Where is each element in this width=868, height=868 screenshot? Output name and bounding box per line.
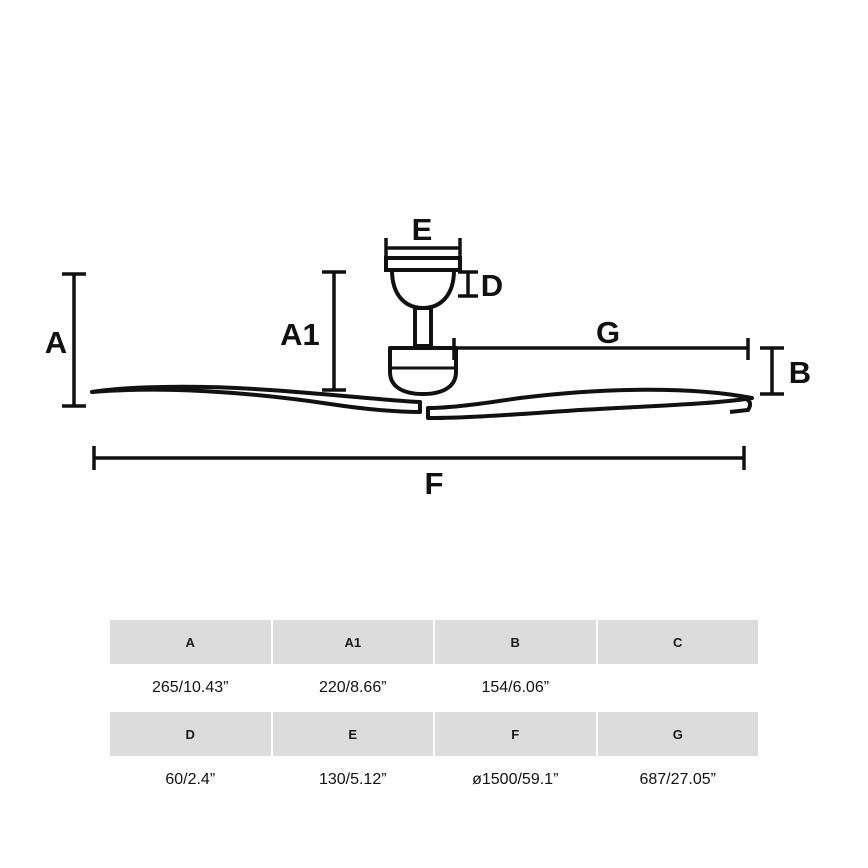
table-header-b: B bbox=[434, 619, 597, 665]
table-row bbox=[109, 757, 759, 803]
table-header-a1: A1 bbox=[272, 619, 435, 665]
table-header-f: F bbox=[434, 711, 597, 757]
fan-blade-left bbox=[92, 387, 420, 412]
table-value-a: 265/10.43” bbox=[109, 665, 272, 711]
table-row bbox=[109, 665, 759, 711]
table-value-g: 687/27.05” bbox=[597, 757, 760, 803]
dimension-label-G: G bbox=[595, 315, 621, 350]
dimension-label-F: F bbox=[424, 466, 444, 501]
downrod bbox=[415, 308, 431, 346]
dimension-label-E: E bbox=[411, 212, 433, 247]
table-value-b: 154/6.06” bbox=[434, 665, 597, 711]
table-row bbox=[109, 711, 759, 757]
specification-table bbox=[108, 618, 760, 804]
table-value-f: ø1500/59.1” bbox=[434, 757, 597, 803]
fan-illustration bbox=[92, 258, 752, 418]
fan-blade-right bbox=[428, 390, 752, 418]
table-row bbox=[109, 619, 759, 665]
table-value-a1: 220/8.66” bbox=[272, 665, 435, 711]
table-header-e: E bbox=[272, 711, 435, 757]
motor-housing bbox=[390, 348, 456, 394]
table-header-a: A bbox=[109, 619, 272, 665]
dimension-label-B: B bbox=[788, 355, 812, 390]
canopy-plate bbox=[386, 258, 460, 308]
table-value-e: 130/5.12” bbox=[272, 757, 435, 803]
dimension-label-A: A bbox=[44, 325, 68, 360]
dimension-A1 bbox=[322, 272, 346, 390]
dimension-B bbox=[760, 348, 784, 394]
dimension-label-D: D bbox=[480, 268, 504, 303]
table-header-c: C bbox=[597, 619, 760, 665]
table-value-c bbox=[597, 665, 760, 711]
dimension-F bbox=[94, 446, 744, 470]
table-header-d: D bbox=[109, 711, 272, 757]
dimension-D bbox=[458, 272, 478, 296]
table-header-g: G bbox=[597, 711, 760, 757]
table-value-d: 60/2.4” bbox=[109, 757, 272, 803]
dimension-label-A1: A1 bbox=[280, 317, 320, 352]
